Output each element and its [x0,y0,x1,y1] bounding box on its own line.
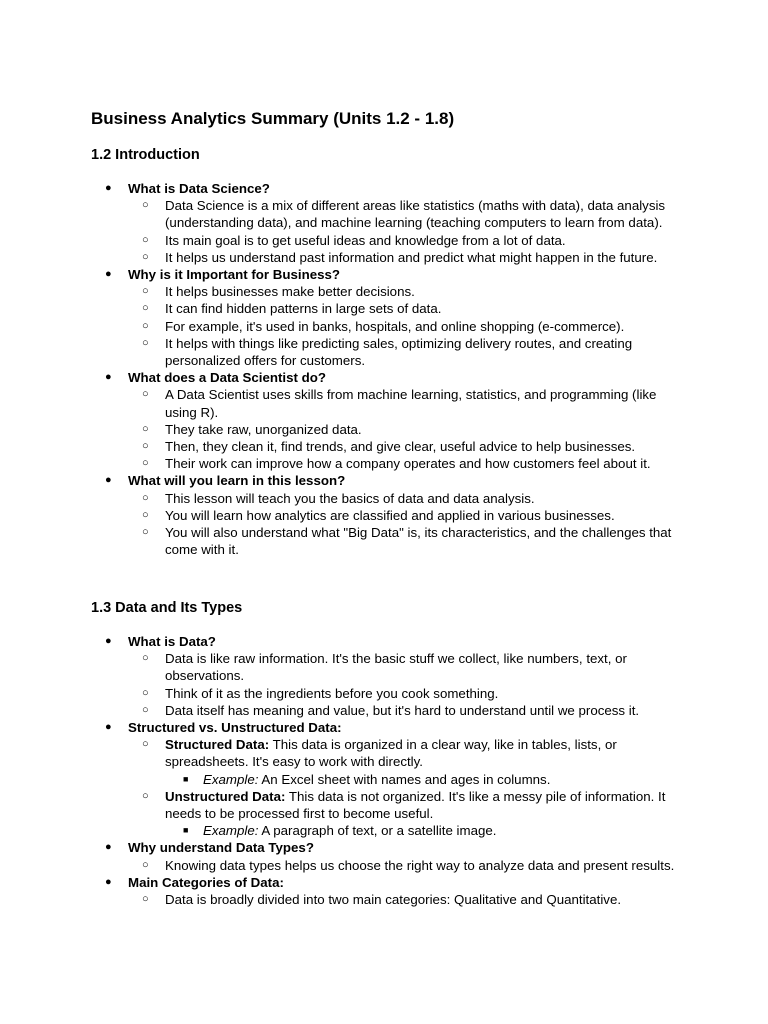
bullet-filled-icon: ● [105,875,112,888]
list-item [0,633,688,650]
bullet-hollow-icon: ○ [142,491,149,504]
introduction-list [0,180,768,558]
bullet-hollow-icon: ○ [142,302,149,315]
document-title: Business Analytics Summary (Units 1.2 - 1.8) [91,109,455,128]
list-item-text: Data is like raw information. It's the basic stuff we collect, like numbers, text, or observations. [165,651,627,684]
list-item-text: This lesson will teach you the basics of data and data analysis. [165,490,535,506]
bullet-hollow-icon: ○ [142,440,149,453]
bullet-hollow-icon: ○ [142,789,149,802]
example-label: Example: [203,771,259,787]
list-item [0,891,685,908]
list-item-text: Data itself has meaning and value, but it's hard to understand until we process it. [165,702,640,718]
list-item [0,857,685,874]
bullet-hollow-icon: ○ [142,893,149,906]
list-item-text: It helps businesses make better decisions. [165,284,415,300]
list-item [0,318,685,335]
example-text: An Excel sheet with names and ages in columns. [258,771,551,787]
term-label: Unstructured Data: [165,788,286,804]
bullet-filled-icon: ● [105,635,112,647]
bullet-hollow-icon: ○ [142,250,149,263]
list-item-text: It helps us understand past information and predict what might happen in the future. [165,249,658,265]
list-item-text: Then, they clean it, find trends, and give clear, useful advice to help businesses. [165,439,636,455]
list-item [0,524,685,558]
bullet-hollow-icon: ○ [142,858,149,871]
bullet-hollow-icon: ○ [142,336,149,349]
list-item [0,839,688,856]
bullet-filled-icon: ● [105,268,112,281]
list-item-text: Data is broadly divided into two main categories: Qualitative and Quantitative. [165,892,622,908]
bullet-filled-icon: ● [105,182,112,194]
list-item [0,421,685,438]
list-item [0,438,685,455]
list-item [0,266,688,283]
bullet-hollow-icon: ○ [142,703,149,716]
list-item [0,822,683,839]
question-label: Main Categories of Data: [128,874,284,890]
list-item [0,490,685,507]
list-item [0,719,688,736]
question-label: Why understand Data Types? [128,840,314,856]
list-item-text: Knowing data types helps us choose the right way to analyze data and present results. [165,857,675,873]
list-item [0,369,688,386]
list-item [0,472,688,489]
term-label: Structured Data: [165,737,270,753]
bullet-square-icon: ■ [183,825,189,836]
list-item [0,455,685,472]
question-label: What will you learn in this lesson? [128,473,346,489]
list-item-text: Their work can improve how a company operates and how customers feel about it. [165,456,651,472]
question-label: What is Data Science? [128,181,270,196]
bullet-hollow-icon: ○ [142,738,149,751]
bullet-hollow-icon: ○ [142,526,149,539]
list-item [0,650,685,684]
question-label: Structured vs. Unstructured Data: [128,720,342,736]
list-item-text: It helps with things like predicting sales, optimizing delivery routes, and creating personalized offers for customers. [165,335,633,369]
list-item [0,232,685,249]
list-item [0,788,685,822]
list-item [0,874,688,891]
bullet-filled-icon: ● [105,841,112,854]
list-item [0,736,685,770]
bullet-filled-icon: ● [105,371,112,384]
list-item-text: Its main goal is to get useful ideas and knowledge from a lot of data. [165,232,566,248]
list-item-text: It can find hidden patterns in large sets of data. [165,301,442,317]
bullet-hollow-icon: ○ [142,686,149,699]
list-item-text: Data Science is a mix of different areas like statistics (maths with data), data analysis (understanding data), and machine learning (teaching computers to learn from data). [165,198,666,231]
bullet-hollow-icon: ○ [142,285,149,298]
list-item-text: They take raw, unorganized data. [165,421,362,437]
example-text: A paragraph of text, or a satellite image. [258,823,497,839]
bullet-hollow-icon: ○ [142,422,149,435]
bullet-hollow-icon: ○ [142,233,149,246]
section-heading-introduction: 1.2 Introduction [91,147,200,163]
bullet-square-icon: ■ [183,773,189,784]
bullet-hollow-icon: ○ [142,388,149,401]
bullet-hollow-icon: ○ [142,199,149,212]
list-item [0,685,685,702]
bullet-filled-icon: ● [105,474,112,487]
list-item [0,702,685,719]
list-item-text: A Data Scientist uses skills from machine learning, statistics, and programming (like using R). [165,387,657,420]
list-item [0,283,685,300]
list-item [0,386,685,420]
data-types-list [0,633,768,908]
bullet-hollow-icon: ○ [142,319,149,332]
bullet-filled-icon: ● [105,721,112,734]
list-item-text: This data is not organized. It's like a messy pile of information. It needs to be processed first to become useful. [165,788,666,822]
bullet-hollow-icon: ○ [142,652,149,665]
question-label: What does a Data Scientist do? [128,370,327,386]
list-item-text: You will also understand what "Big Data" is, its characteristics, and the challenges that come with it. [165,525,672,558]
list-item [0,197,685,231]
list-item-text: Think of it as the ingredients before you cook something. [165,685,499,701]
list-item [0,507,685,524]
list-item [0,180,688,197]
list-item-text: For example, it's used in banks, hospitals, and online shopping (e-commerce). [165,318,625,334]
question-label: Why is it Important for Business? [128,267,341,283]
bullet-hollow-icon: ○ [142,457,149,470]
section-heading-data-types: 1.3 Data and Its Types [91,600,243,616]
list-item-text: This data is organized in a clear way, like in tables, lists, or spreadsheets. It's easy to work with directly. [165,737,617,770]
list-item [0,300,685,317]
list-item [0,771,683,788]
list-item [0,335,685,369]
bullet-hollow-icon: ○ [142,508,149,521]
example-label: Example: [203,823,259,839]
list-item-text: You will learn how analytics are classified and applied in various businesses. [165,507,615,523]
question-label: What is Data? [128,634,216,649]
list-item [0,249,685,266]
